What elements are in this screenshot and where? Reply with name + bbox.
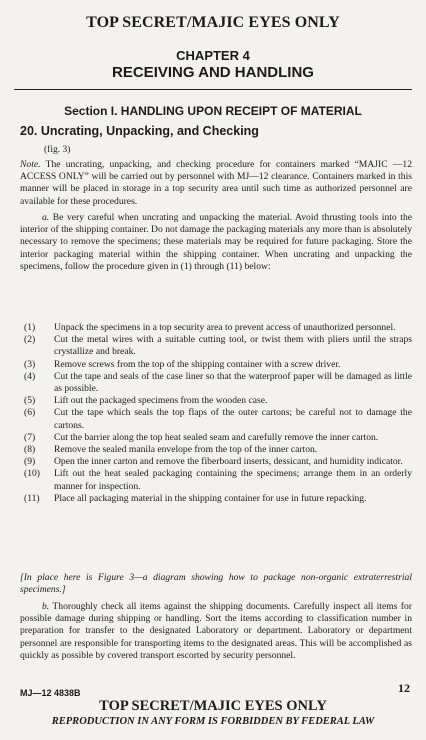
procedure-step — [20, 456, 412, 468]
chapter-number: CHAPTER 4 — [176, 48, 250, 63]
classification-header: TOP SECRET/MAJIC EYES ONLY — [86, 14, 340, 31]
subparagraph-a — [20, 212, 412, 273]
step-text: Cut the tape which seals the top flaps of the outer cartons; be careful not to damage the cartons. — [54, 407, 412, 431]
step-number: (11) — [24, 492, 40, 504]
step-text: Open the inner carton and remove the fiberboard inserts, dessicant, and humidity indicator. — [54, 456, 403, 468]
procedure-steps — [20, 322, 412, 505]
procedure-step — [20, 468, 412, 492]
step-text: Cut the metal wires with a suitable cutting tool, or twist them with pliers until the straps crystallize and break. — [54, 334, 412, 358]
procedure-step — [20, 407, 412, 431]
step-number: (3) — [24, 358, 36, 370]
step-text: Lift out the packaged specimens from the wooden case. — [54, 395, 268, 407]
step-text: Cut the barrier along the top heat sealed seam and carefully remove the inner carton. — [54, 431, 379, 443]
reproduction-warning: REPRODUCTION IN ANY FORM IS FORBIDDEN BY FEDERAL LAW — [51, 716, 375, 727]
figure-reference: (fig. 3) — [44, 145, 71, 155]
step-text: Remove the sealed manila envelope from the top of the inner carton. — [54, 444, 318, 456]
page-number: 12 — [398, 681, 410, 695]
step-number: (2) — [24, 334, 36, 346]
horizontal-rule — [14, 89, 412, 90]
step-text: Remove screws from the top of the shipping container with a screw driver. — [54, 358, 341, 370]
procedure-step — [20, 334, 412, 358]
subparagraph-a-text: Be very careful when uncrating and unpacking the material. Avoid thrusting tools into the interior of the shipping container. Do not damage the packaging materials any more than is absolutely necessary to remove the specimens; these materials may be required for future packaging. Store the interior packaging material within the shipping container. When uncrating and unpacking the specimens, follow the procedure given in (1) through (11) below: — [20, 212, 412, 272]
note-text: The uncrating, unpacking, and checking procedure for containers marked “MAJIC —12 ACCESS ONLY” will be carried out by personnel with MJ—12 clearance. Containers marked in this manner will be placed in storage in a top security area until such time as authorized personnel are available for these procedures. — [20, 159, 412, 207]
subparagraph-a-label: a. — [42, 212, 50, 223]
step-number: (4) — [24, 370, 36, 382]
procedure-step — [20, 432, 412, 444]
step-text: Cut the tape and seals of the case liner so that the waterproof paper will be damaged as little as possible. — [54, 370, 412, 395]
note-paragraph — [20, 159, 412, 208]
note-label: Note. — [20, 159, 41, 170]
step-number: (6) — [24, 407, 36, 419]
procedure-step — [20, 371, 412, 395]
figure-placeholder-note: [In place here is Figure 3—a diagram showing how to package non-organic extraterrestrial specimens.] — [20, 572, 412, 596]
subparagraph-b — [20, 601, 412, 662]
procedure-step — [20, 444, 412, 456]
step-text: Lift out the heat sealed packaging containing the specimens; arrange them in an orderly manner for inspection. — [54, 468, 412, 492]
procedure-step — [20, 395, 412, 407]
procedure-step — [20, 493, 412, 505]
subparagraph-b-text: Thoroughly check all items against the shipping documents. Carefully inspect all items for possible damage during shipping or handling. Sort the items according to classification number in preparation for transfer to the designated Laboratory or department. Laboratory or department personnel are responsible for transporting items to the designated areas. This will be accomplished as quickly as possible by covered transport escorted by security personnel. — [20, 601, 412, 661]
paragraph-heading: 20. Uncrating, Unpacking, and Checking — [20, 124, 259, 138]
step-text: Unpack the specimens in a top security area to prevent access of unauthorized personnel. — [54, 322, 396, 333]
section-title: Section I. HANDLING UPON RECEIPT OF MATERIAL — [64, 104, 362, 118]
chapter-title: RECEIVING AND HANDLING — [112, 64, 314, 81]
step-number: (5) — [24, 395, 36, 407]
step-number: (8) — [24, 444, 36, 456]
step-number: (10) — [24, 468, 40, 480]
procedure-step — [20, 322, 412, 334]
step-text: Place all packaging material in the shipping container for use in future repacking. — [54, 492, 367, 504]
subparagraph-b-label: b. — [42, 601, 50, 612]
document-id: MJ—12 4838B — [20, 688, 81, 698]
step-number: (1) — [24, 322, 36, 333]
procedure-step — [20, 359, 412, 371]
step-number: (9) — [24, 456, 36, 468]
classification-footer: TOP SECRET/MAJIC EYES ONLY — [99, 698, 327, 714]
step-number: (7) — [24, 431, 36, 443]
